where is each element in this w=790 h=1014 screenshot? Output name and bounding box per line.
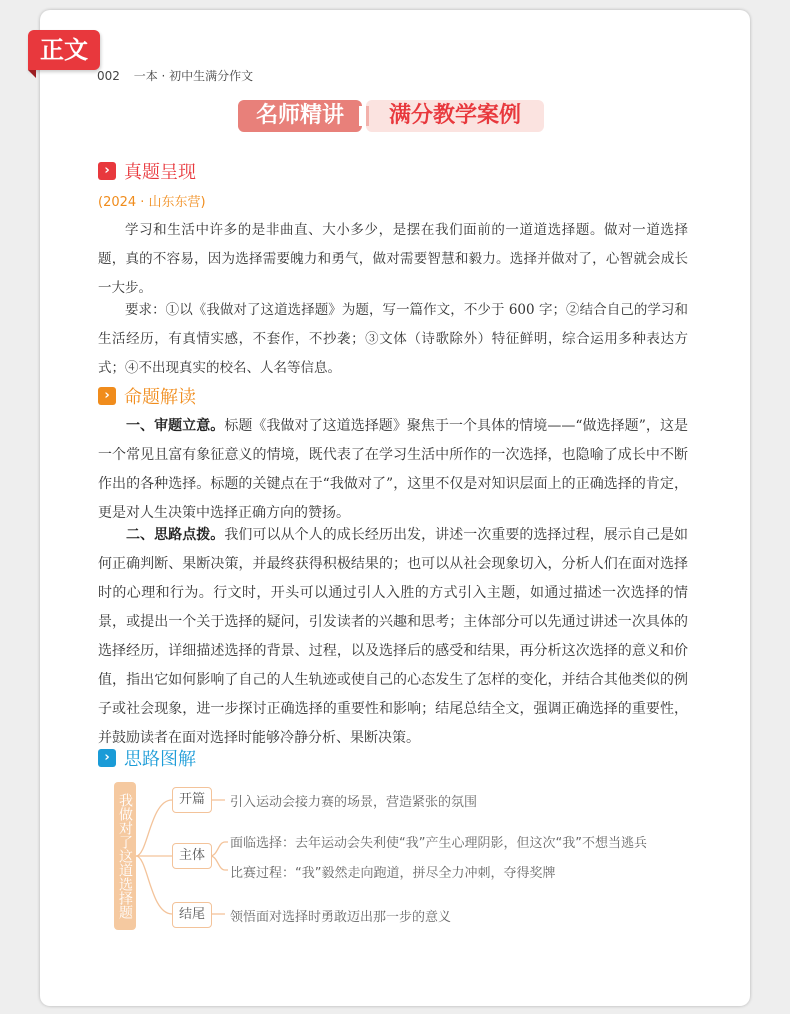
leaf-body-1: 面临选择：去年运动会失利使“我”产生心理阴影，但这次“我”不想当逃兵 xyxy=(230,836,647,851)
point-text: 我们可以从个人的成长经历出发，讲述一次重要的选择过程，展示自己是如何正确判断、果断决策，并最终获得积极结果的；也可以从社会现象切入，分析人们在面对选择时的心理和行为。行文时，开头可以通过引人入胜的方式引入主题，如通过描述一次选择的情景，或提出一个关于选择的疑问，引发读者的兴趣和思考；主体部分可以先通过讲述一次具体的选择经历，详细描述选择的背景、过程，以及选择后的感受和结果，再分析这次选择的意义和价值，指出它如何影响了自己的人生轨迹或使自己的心态发生了怎样的变化，并结合其他类似的例子或社会现象，进一步探讨正确选择的重要性和影响；结尾总结全文，强调正确选择的重要性，并鼓励读者在面对选择时能够冷静分析、果断决策。 xyxy=(98,527,688,746)
exam-source: (2024 · 山东东营) xyxy=(98,195,206,210)
analysis-point-1 xyxy=(98,412,688,528)
node-body: 主体 xyxy=(172,843,212,869)
banner-divider xyxy=(359,106,369,126)
section-title: 真题呈现 xyxy=(124,162,196,183)
point-label: 一、审题立意。 xyxy=(126,418,225,434)
leaf-body-2: 比赛过程：“我”毅然走向跑道，拼尽全力冲刺，夺得奖牌 xyxy=(230,866,556,881)
node-open: 开篇 xyxy=(172,787,212,813)
exam-prompt: 学习和生活中许多的是非曲直、大小多少，是摆在我们面前的一道道选择题。做对一道选择题，真的不容易，因为选择需要魄力和勇气，做对需要智慧和毅力。选择并做对了，心智就会成长一大步。 xyxy=(98,222,688,296)
section-heading-mindmap xyxy=(98,747,196,769)
chevron-right-icon: › xyxy=(98,749,116,767)
banner-left: 名师精讲 xyxy=(238,100,362,132)
section-title: 命题解读 xyxy=(124,387,196,408)
chevron-right-icon: › xyxy=(98,162,116,180)
running-header xyxy=(97,67,253,84)
page-number: 002 xyxy=(97,69,120,83)
book-title: 一本 · 初中生满分作文 xyxy=(133,69,254,83)
section-heading-exam xyxy=(98,160,196,182)
exam-requirements: 要求：①以《我做对了这道选择题》为题，写一篇作文，不少于 600 字；②结合自己的学习和生活经历，有真情实感，不套作，不抄袭；③文体（诗歌除外）特征鲜明，综合运用多种表达方式；④不出现真实的校名、人名等信息。 xyxy=(98,302,688,376)
mind-map xyxy=(100,778,700,938)
analysis-point-2 xyxy=(98,521,688,753)
leaf-open: 引入运动会接力赛的场景，营造紧张的氛围 xyxy=(230,795,478,810)
chevron-right-icon: › xyxy=(98,387,116,405)
point-text: 标题《我做对了这道选择题》聚焦于一个具体的情境——“做选择题”，这是一个常见且富有象征意义的情境，既代表了在学习生活中所作的一次选择，也隐喻了成长中不断作出的各种选择。标题的关键点在于“我做对了”，这里不仅是对知识层面上的正确选择的肯定，更是对人生决策中选择正确方向的赞扬。 xyxy=(98,418,688,521)
node-end: 结尾 xyxy=(172,902,212,928)
section-title: 思路图解 xyxy=(124,749,196,770)
mind-map-root: 我做对了这道选择题 xyxy=(114,782,136,930)
section-tab: 正文 xyxy=(28,30,100,70)
section-heading-analysis xyxy=(98,385,196,407)
chapter-banner xyxy=(238,98,548,134)
point-label: 二、思路点拨。 xyxy=(126,527,225,543)
leaf-end: 领悟面对选择时勇敢迈出那一步的意义 xyxy=(230,910,452,925)
banner-right: 满分教学案例 xyxy=(366,100,544,132)
